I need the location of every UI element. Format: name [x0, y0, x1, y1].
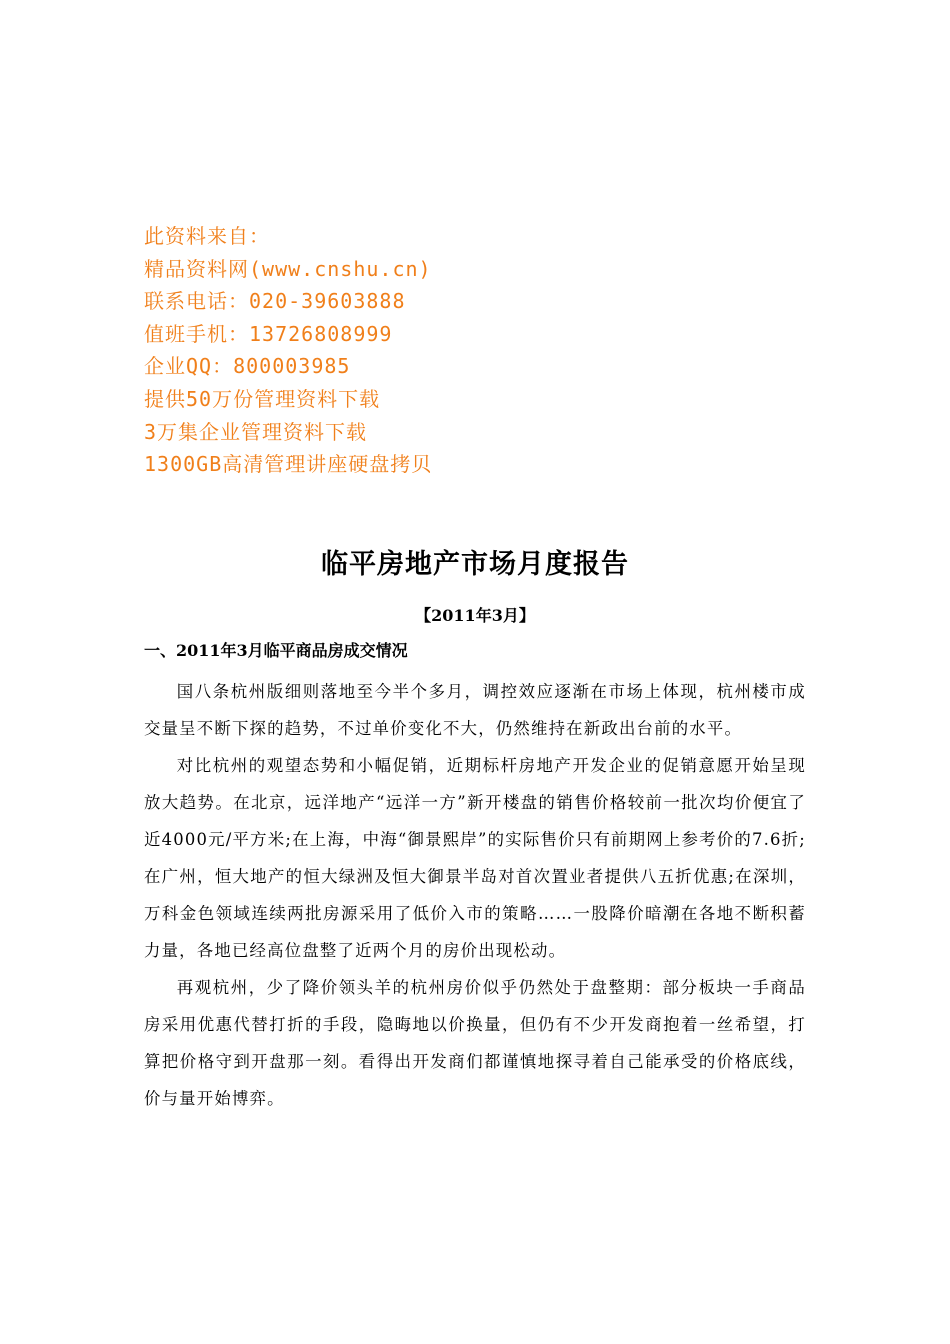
promo-offer-3: 1300GB高清管理讲座硬盘拷贝: [144, 452, 433, 477]
promo-offer-1: 提供50万份管理资料下载: [144, 386, 381, 411]
document-body: [144, 673, 806, 1117]
promo-offer-2: 3万集企业管理资料下载: [144, 419, 368, 444]
promo-block: [144, 220, 844, 481]
paragraph: 国八条杭州版细则落地至今半个多月，调控效应逐渐在市场上体现，杭州楼市成交量呈不断下探的趋势，不过单价变化不大，仍然维持在新政出台前的水平。: [144, 682, 806, 738]
paragraph: 再观杭州，少了降价领头羊的杭州房价似乎仍然处于盘整期：部分板块一手商品房采用优惠代替打折的手段，隐晦地以价换量，但仍有不少开发商抱着一丝希望，打算把价格守到开盘那一刻。看得出开发商们都谨慎地探寻着自己能承受的价格底线，价与量开始博弈。: [144, 978, 806, 1108]
promo-qq: 企业QQ：800003985: [144, 354, 351, 379]
paragraph: 对比杭州的观望态势和小幅促销，近期标杆房地产开发企业的促销意愿开始呈现放大趋势。在北京，远洋地产“远洋一方”新开楼盘的销售价格较前一批次均价便宜了近4000元/平方米;在上海，中海“御景熙岸”的实际售价只有前期网上参考价的7.6折;在广州，恒大地产的恒大绿洲及恒大御景半岛对首次置业者提供八五折优惠;在深圳，万科金色领域连续两批房源采用了低价入市的策略……一股降价暗潮在各地不断积蓄力量，各地已经高位盘整了近两个月的房价出现松动。: [144, 756, 806, 960]
promo-mobile: 值班手机：13726808999: [144, 321, 393, 346]
section-heading: 一、2011年3月临平商品房成交情况: [144, 641, 408, 660]
promo-source-label: 此资料来自：: [144, 224, 270, 248]
document-title: 临平房地产市场月度报告: [321, 549, 629, 580]
document-date: 【2011年3月】: [415, 606, 535, 625]
promo-phone: 联系电话：020-39603888: [144, 289, 406, 314]
promo-website: 精品资料网(www.cnshu.cn): [144, 256, 432, 281]
